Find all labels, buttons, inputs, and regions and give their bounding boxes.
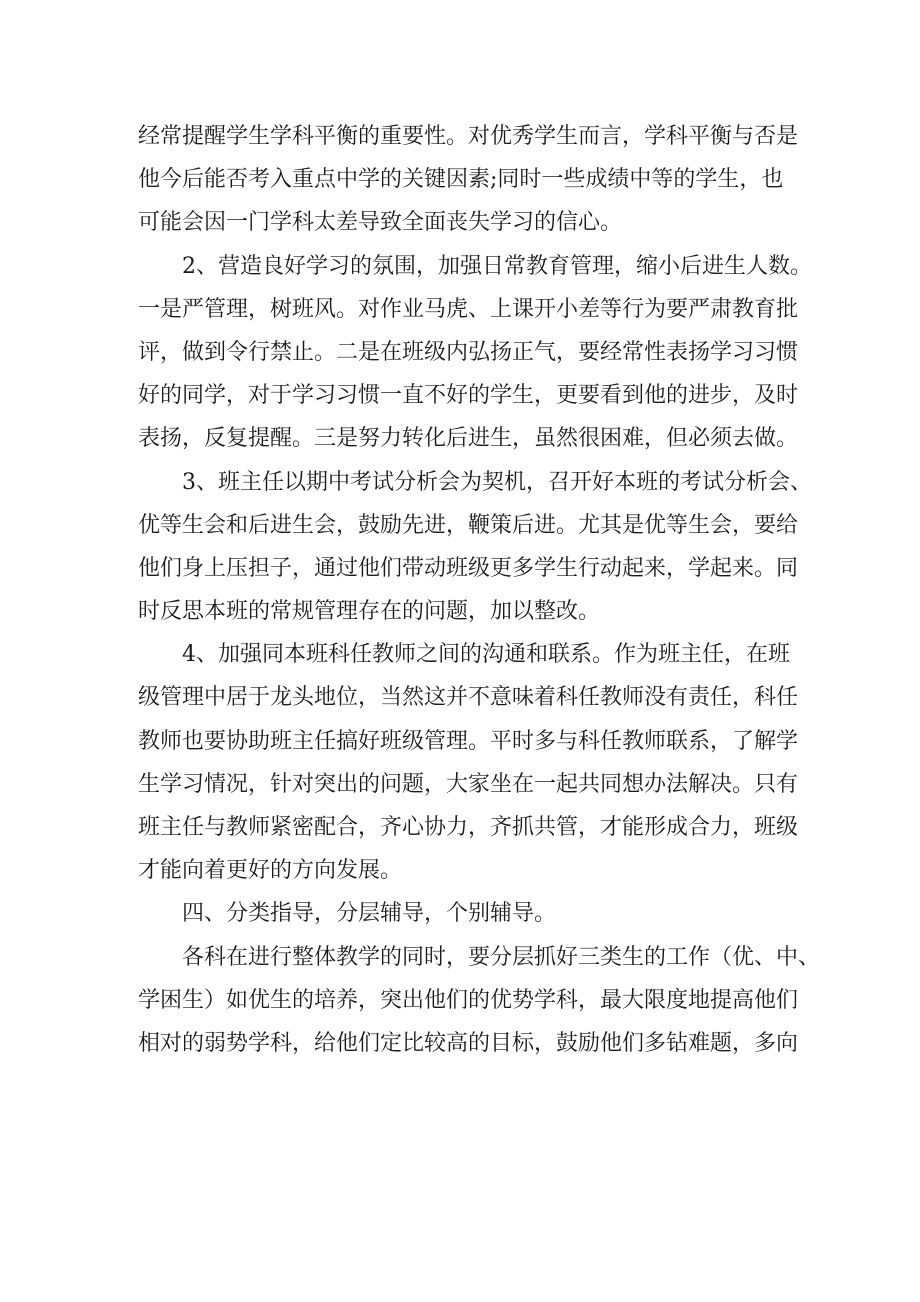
text-line: 各科在进行整体教学的同时，要分层抓好三类生的工作（优、中、 — [182, 944, 821, 970]
text-line: 他今后能否考入重点中学的关键因素;同时一些成绩中等的学生，也 — [138, 167, 784, 193]
text-line: 3、班主任以期中考试分析会为契机，召开好本班的考试分析会、 — [182, 469, 812, 495]
text-line: 表扬，反复提醒。三是努力转化后进生，虽然很困难，但必须去做。 — [138, 426, 799, 452]
paragraph-item-4 — [138, 633, 799, 892]
text-line: 生学习情况，针对突出的问题，大家坐在一起共同想办法解决。只有 — [138, 771, 799, 797]
text-line: 4、加强同本班科任教师之间的沟通和联系。作为班主任，在班 — [182, 642, 790, 668]
text-line: 学困生）如优生的培养，突出他们的优势学科，最大限度地提高他们 — [138, 987, 799, 1013]
text-line: 可能会因一门学科太差导致全面丧失学习的信心。 — [138, 210, 623, 236]
paragraph-body — [138, 936, 821, 1066]
section-heading — [138, 892, 782, 935]
heading-line: 四、分类指导，分层辅导，个别辅导。 — [182, 901, 557, 927]
text-line: 优等生会和后进生会，鼓励先进，鞭策后进。尤其是优等生会，要给 — [138, 512, 799, 538]
text-line: 相对的弱势学科，给他们定比较高的目标，鼓励他们多钻难题，多向 — [138, 1030, 799, 1056]
text-line: 教师也要协助班主任搞好班级管理。平时多与科任教师联系，了解学 — [138, 728, 799, 754]
paragraph-continuation — [138, 115, 799, 245]
text-line: 好的同学，对于学习习惯一直不好的学生，更要看到他的进步，及时 — [138, 383, 799, 409]
paragraph-item-3 — [138, 461, 812, 634]
text-line: 时反思本班的常规管理存在的问题，加以整改。 — [138, 599, 601, 625]
text-line: 一是严管理，树班风。对作业马虎、上课开小差等行为要严肃教育批 — [138, 296, 799, 322]
paragraph-item-2 — [138, 245, 812, 461]
text-line: 才能向着更好的方向发展。 — [138, 858, 403, 884]
text-line: 评，做到令行禁止。二是在班级内弘扬正气，要经常性表扬学习习惯 — [138, 339, 799, 365]
text-line: 班主任与教师紧密配合，齐心协力，齐抓共管，才能形成合力，班级 — [138, 815, 799, 840]
text-line: 他们身上压担子，通过他们带动班级更多学生行动起来，学起来。同 — [138, 555, 799, 581]
text-line: 经常提醒学生学科平衡的重要性。对优秀学生而言，学科平衡与否是 — [138, 124, 799, 149]
document-page — [138, 115, 821, 1065]
text-line: 2、营造良好学习的氛围，加强日常教育管理，缩小后进生人数。 — [182, 253, 812, 279]
text-line: 级管理中居于龙头地位，当然这并不意味着科任教师没有责任，科任 — [138, 685, 799, 711]
